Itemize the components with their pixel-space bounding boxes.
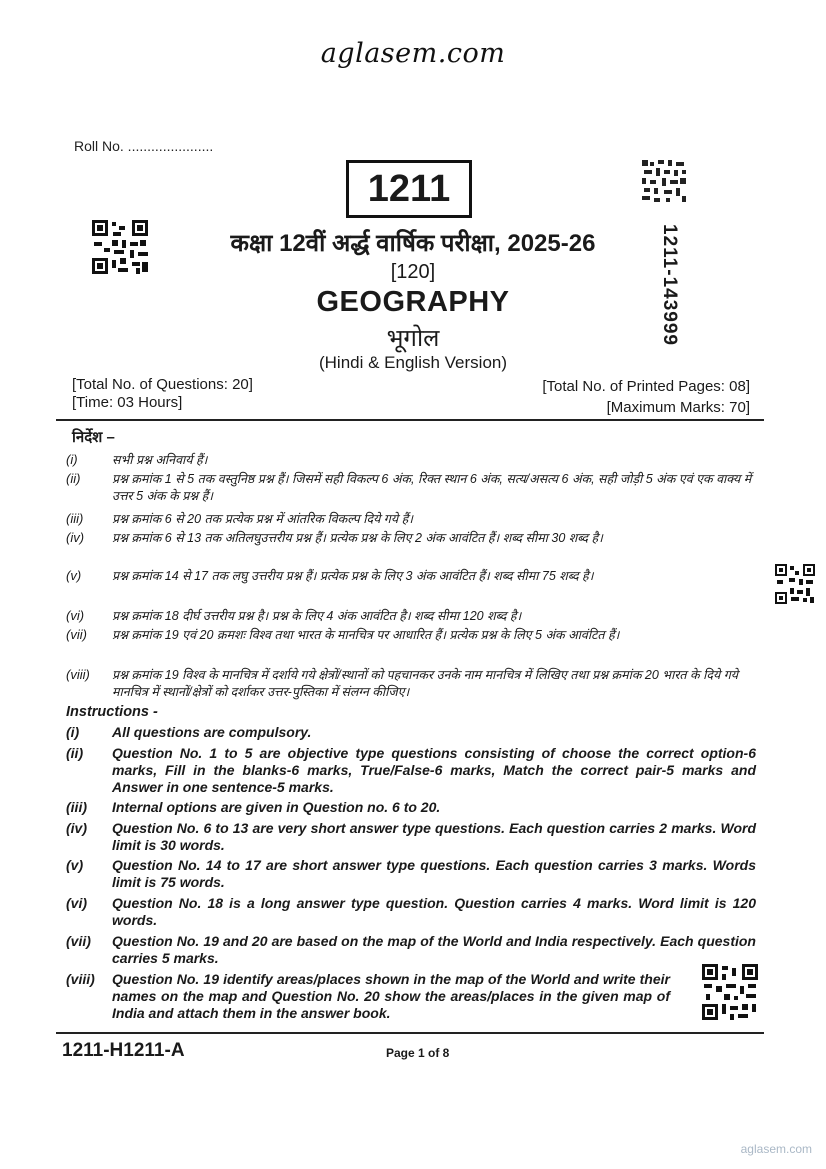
subject-code: [120]	[390, 261, 436, 283]
hindi-instruction-item: (vi) प्रश्न क्रमांक 18 दीर्घ उत्तरीय प्रश्न है। प्रश्न के लिए 4 अंक आवंटित है। शब्द सीमा 120 शब्द है।	[66, 608, 522, 623]
maximum-marks: [Maximum Marks: 70]	[606, 399, 750, 416]
hindi-instruction-item: (i) सभी प्रश्न अनिवार्य हैं।	[66, 452, 208, 467]
roll-number-field: Roll No. ......................	[74, 138, 214, 154]
exam-title-hindi: कक्षा 12वीं अर्द्ध वार्षिक परीक्षा, 2025-26	[230, 230, 596, 257]
header-divider	[56, 419, 764, 421]
hindi-instruction-item: (iii) प्रश्न क्रमांक 6 से 20 तक प्रत्येक प्रश्न में आंतरिक विकल्प दिये गये हैं।	[66, 511, 413, 526]
watermark: aglasem.com	[740, 1142, 812, 1156]
subject-title-hindi: भूगोल	[386, 325, 440, 352]
qr-code-bottom-right-icon	[702, 964, 758, 1022]
hindi-instruction-item: (vii) प्रश्न क्रमांक 19 एवं 20 क्रमशः विश्व तथा भारत के मानचित्र पर आधारित हैं। प्रत्येक प्रश्न के लिए 5 अंक आवंटित हैं।	[66, 627, 620, 642]
hindi-instruction-item: (viii) प्रश्न क्रमांक 19 विश्व के मानचित्र में दर्शाये गये क्षेत्रों/स्थानों को पहचानकर उनके नाम मानचित्र में लिखिए तथा प्रश्न क्रमांक 20 भारत के दिये गये मानचित्र में स्थानों/क्षेत्रों को दर्शाकर उत्तर-पुस्तिका में संलग्न कीजिए।	[66, 667, 738, 699]
site-header: aglasem.com	[320, 38, 506, 69]
paper-code-box: 1211	[346, 160, 472, 218]
serial-number-vertical: 1211-143999	[659, 224, 680, 346]
hindi-instructions-title: निर्देश –	[72, 429, 115, 446]
english-instruction-item: (v) Question No. 14 to 17 are short answer type questions. Each question carries 3 marks. Words limit is 75 words.	[66, 857, 756, 890]
time-allowed: [Time: 03 Hours]	[72, 394, 183, 411]
english-instruction-item: (vii) Question No. 19 and 20 are based on the map of the World and India respectively. Each question carries 5 marks.	[66, 933, 756, 966]
english-instructions-title: Instructions -	[66, 704, 158, 720]
subject-title: GEOGRAPHY	[316, 286, 510, 318]
hindi-instruction-item: (iv) प्रश्न क्रमांक 6 से 13 तक अतिलघुउत्तरीय प्रश्न हैं। प्रत्येक प्रश्न के लिए 2 अंक आवंटित हैं। शब्द सीमा 30 शब्द है।	[66, 530, 603, 545]
total-questions: [Total No. of Questions: 20]	[72, 376, 253, 393]
qr-code-margin-icon	[775, 564, 815, 604]
footer-paper-code: 1211-H1211-A	[62, 1040, 185, 1061]
printed-pages: [Total No. of Printed Pages: 08]	[542, 378, 750, 395]
qr-code-top-right-icon	[640, 158, 688, 204]
english-instruction-item: (viii) Question No. 19 identify areas/places shown in the map of the World and write their names on the map and Question No. 20 show the areas/places in the given map of India and attach them in the answer book.	[66, 971, 670, 1021]
footer-divider	[56, 1032, 764, 1034]
english-instruction-item: (i) All questions are compulsory.	[66, 724, 312, 740]
hindi-instruction-item: (v) प्रश्न क्रमांक 14 से 17 तक लघु उत्तरीय प्रश्न हैं। प्रत्येक प्रश्न के लिए 3 अंक आवंटित हैं। शब्द सीमा 75 शब्द है।	[66, 568, 594, 583]
version-note: (Hindi & English Version)	[318, 353, 508, 372]
english-instruction-item: (vi) Question No. 18 is a long answer type question. Question carries 4 marks. Word limit is 120 words.	[66, 895, 756, 928]
english-instruction-item: (ii) Question No. 1 to 5 are objective type questions consisting of choose the correct option-6 marks, Fill in the blanks-6 marks, True/False-6 marks, Match the correct pair-5 marks and Answer in one sentence-5 marks.	[66, 745, 756, 795]
hindi-instruction-item: (ii) प्रश्न क्रमांक 1 से 5 तक वस्तुनिष्ठ प्रश्न हैं। जिसमें सही विकल्प 6 अंक, रिक्त स्थान 6 अंक, सत्य/असत्य 6 अंक, सही जोड़ी 5 अंक एवं एक वाक्य में उत्तर 5 अंक के प्रश्न हैं।	[66, 471, 752, 503]
english-instruction-item: (iii) Internal options are given in Question no. 6 to 20.	[66, 799, 441, 815]
page-number: Page 1 of 8	[386, 1046, 450, 1060]
english-instruction-item: (iv) Question No. 6 to 13 are very short answer type questions. Each question carries 2 marks. Word limit is 30 words.	[66, 820, 756, 853]
